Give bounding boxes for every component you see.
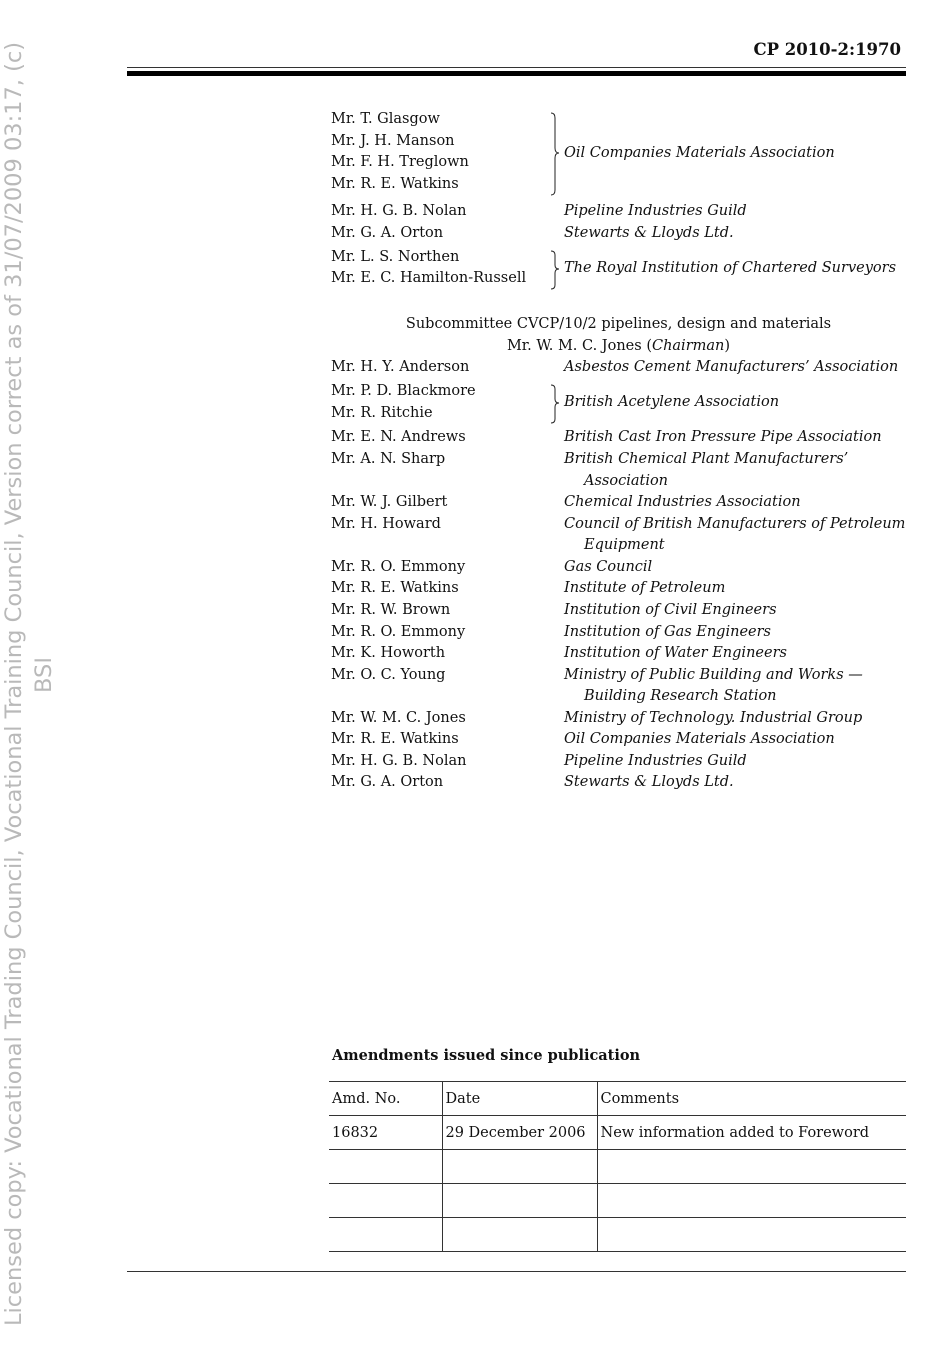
cell-comments xyxy=(597,1184,906,1218)
member-name: Mr. G. A. Orton xyxy=(331,225,444,241)
header-amd-no: Amd. No. xyxy=(329,1082,442,1116)
member-name: Mr. R. W. Brown xyxy=(331,602,451,618)
header-comments: Comments xyxy=(597,1082,906,1116)
member-name: Mr. H. G. B. Nolan xyxy=(331,753,467,769)
subcommittee-chair xyxy=(331,336,906,358)
member-org: Ministry of Public Building and Works — xyxy=(564,667,863,683)
header-rule-thick xyxy=(127,71,906,76)
member-org-continued: Building Research Station xyxy=(584,688,777,704)
member-name: Mr. R. E. Watkins xyxy=(331,731,459,747)
member-name: Mr. H. G. B. Nolan xyxy=(331,203,467,219)
cell-date xyxy=(442,1150,597,1184)
member-org: British Chemical Plant Manufacturers’ xyxy=(564,451,849,467)
member-name: Mr. R. E. Watkins xyxy=(331,580,459,596)
member-name: Mr. R. Ritchie xyxy=(331,405,433,421)
member-org: Chemical Industries Association xyxy=(564,494,801,510)
footer-rule xyxy=(127,1271,906,1272)
member-name: Mr. R. O. Emmony xyxy=(331,559,466,575)
subcommittee-title: Subcommittee CVCP/10/2 pipelines, design and materials xyxy=(405,316,832,332)
member-name: Mr. F. H. Treglown xyxy=(331,154,469,170)
chair-name: Mr. W. M. C. Jones ( xyxy=(506,338,652,354)
cell-comments: New information added to Foreword xyxy=(597,1116,906,1150)
member-name: Mr. K. Howorth xyxy=(331,645,446,661)
license-watermark xyxy=(0,0,60,1345)
cell-date xyxy=(442,1218,597,1252)
member-org: Pipeline Industries Guild xyxy=(564,203,747,219)
member-name: Mr. L. S. Northen xyxy=(331,249,460,265)
member-name: Mr. O. C. Young xyxy=(331,667,446,683)
member-org: British Acetylene Association xyxy=(564,394,780,410)
watermark-line-1: Licensed copy: Vocational Trading Council, Vocational Training Council, Version correct as of 31/07/2009 03:17, (c) xyxy=(1,41,27,1326)
cell-amd-no xyxy=(329,1218,442,1252)
member-org-continued: Equipment xyxy=(584,537,665,553)
member-name: Mr. A. N. Sharp xyxy=(331,451,446,467)
member-name: Mr. R. O. Emmony xyxy=(331,624,466,640)
document-id: CP 2010-2:1970 xyxy=(753,40,901,59)
member-name: Mr. W. M. C. Jones xyxy=(331,710,466,726)
member-org: Oil Companies Materials Association xyxy=(564,145,835,161)
cell-date: 29 December 2006 xyxy=(442,1116,597,1150)
brace-group-3 xyxy=(548,384,562,424)
chair-role: Chairman xyxy=(651,338,725,354)
member-org: Asbestos Cement Manufacturers’ Association xyxy=(564,359,899,375)
member-org: Stewarts & Lloyds Ltd. xyxy=(564,774,734,790)
cell-date xyxy=(442,1184,597,1218)
member-name: Mr. H. Y. Anderson xyxy=(331,359,470,375)
member-org: Council of British Manufacturers of Petroleum xyxy=(564,516,906,532)
member-org: Stewarts & Lloyds Ltd. xyxy=(564,225,734,241)
table-header-row xyxy=(329,1082,906,1116)
amendments-title: Amendments issued since publication xyxy=(332,1047,641,1064)
table-row xyxy=(329,1150,906,1184)
member-name: Mr. R. E. Watkins xyxy=(331,176,459,192)
brace-group-1 xyxy=(548,112,562,196)
table-row xyxy=(329,1116,906,1150)
member-org-continued: Association xyxy=(584,473,669,489)
member-name: Mr. E. C. Hamilton-Russell xyxy=(331,270,527,286)
member-org: Gas Council xyxy=(564,559,653,575)
cell-comments xyxy=(597,1150,906,1184)
cell-amd-no: 16832 xyxy=(329,1116,442,1150)
member-org: Institution of Water Engineers xyxy=(564,645,787,661)
header-rule-thin xyxy=(127,67,906,68)
watermark-line-2: BSI xyxy=(31,657,57,693)
brace-group-2 xyxy=(548,250,562,290)
member-name: Mr. T. Glasgow xyxy=(331,111,440,127)
member-name: Mr. G. A. Orton xyxy=(331,774,444,790)
member-name: Mr. E. N. Andrews xyxy=(331,429,466,445)
member-name: Mr. P. D. Blackmore xyxy=(331,383,476,399)
header-date: Date xyxy=(442,1082,597,1116)
member-name: Mr. W. J. Gilbert xyxy=(331,494,448,510)
member-org: Oil Companies Materials Association xyxy=(564,731,835,747)
amendments-table xyxy=(329,1081,906,1252)
table-row xyxy=(329,1218,906,1252)
member-org: Institution of Gas Engineers xyxy=(564,624,771,640)
member-org: British Cast Iron Pressure Pipe Association xyxy=(564,429,882,445)
chair-close: ) xyxy=(724,338,731,354)
member-org: Pipeline Industries Guild xyxy=(564,753,747,769)
cell-amd-no xyxy=(329,1150,442,1184)
member-org: Ministry of Technology. Industrial Group xyxy=(564,710,863,726)
member-org: Institution of Civil Engineers xyxy=(564,602,777,618)
table-row xyxy=(329,1184,906,1218)
member-org: The Royal Institution of Chartered Surveyors xyxy=(564,260,897,276)
member-name: Mr. J. H. Manson xyxy=(331,133,455,149)
member-org: Institute of Petroleum xyxy=(564,580,726,596)
cell-amd-no xyxy=(329,1184,442,1218)
member-name: Mr. H. Howard xyxy=(331,516,441,532)
cell-comments xyxy=(597,1218,906,1252)
